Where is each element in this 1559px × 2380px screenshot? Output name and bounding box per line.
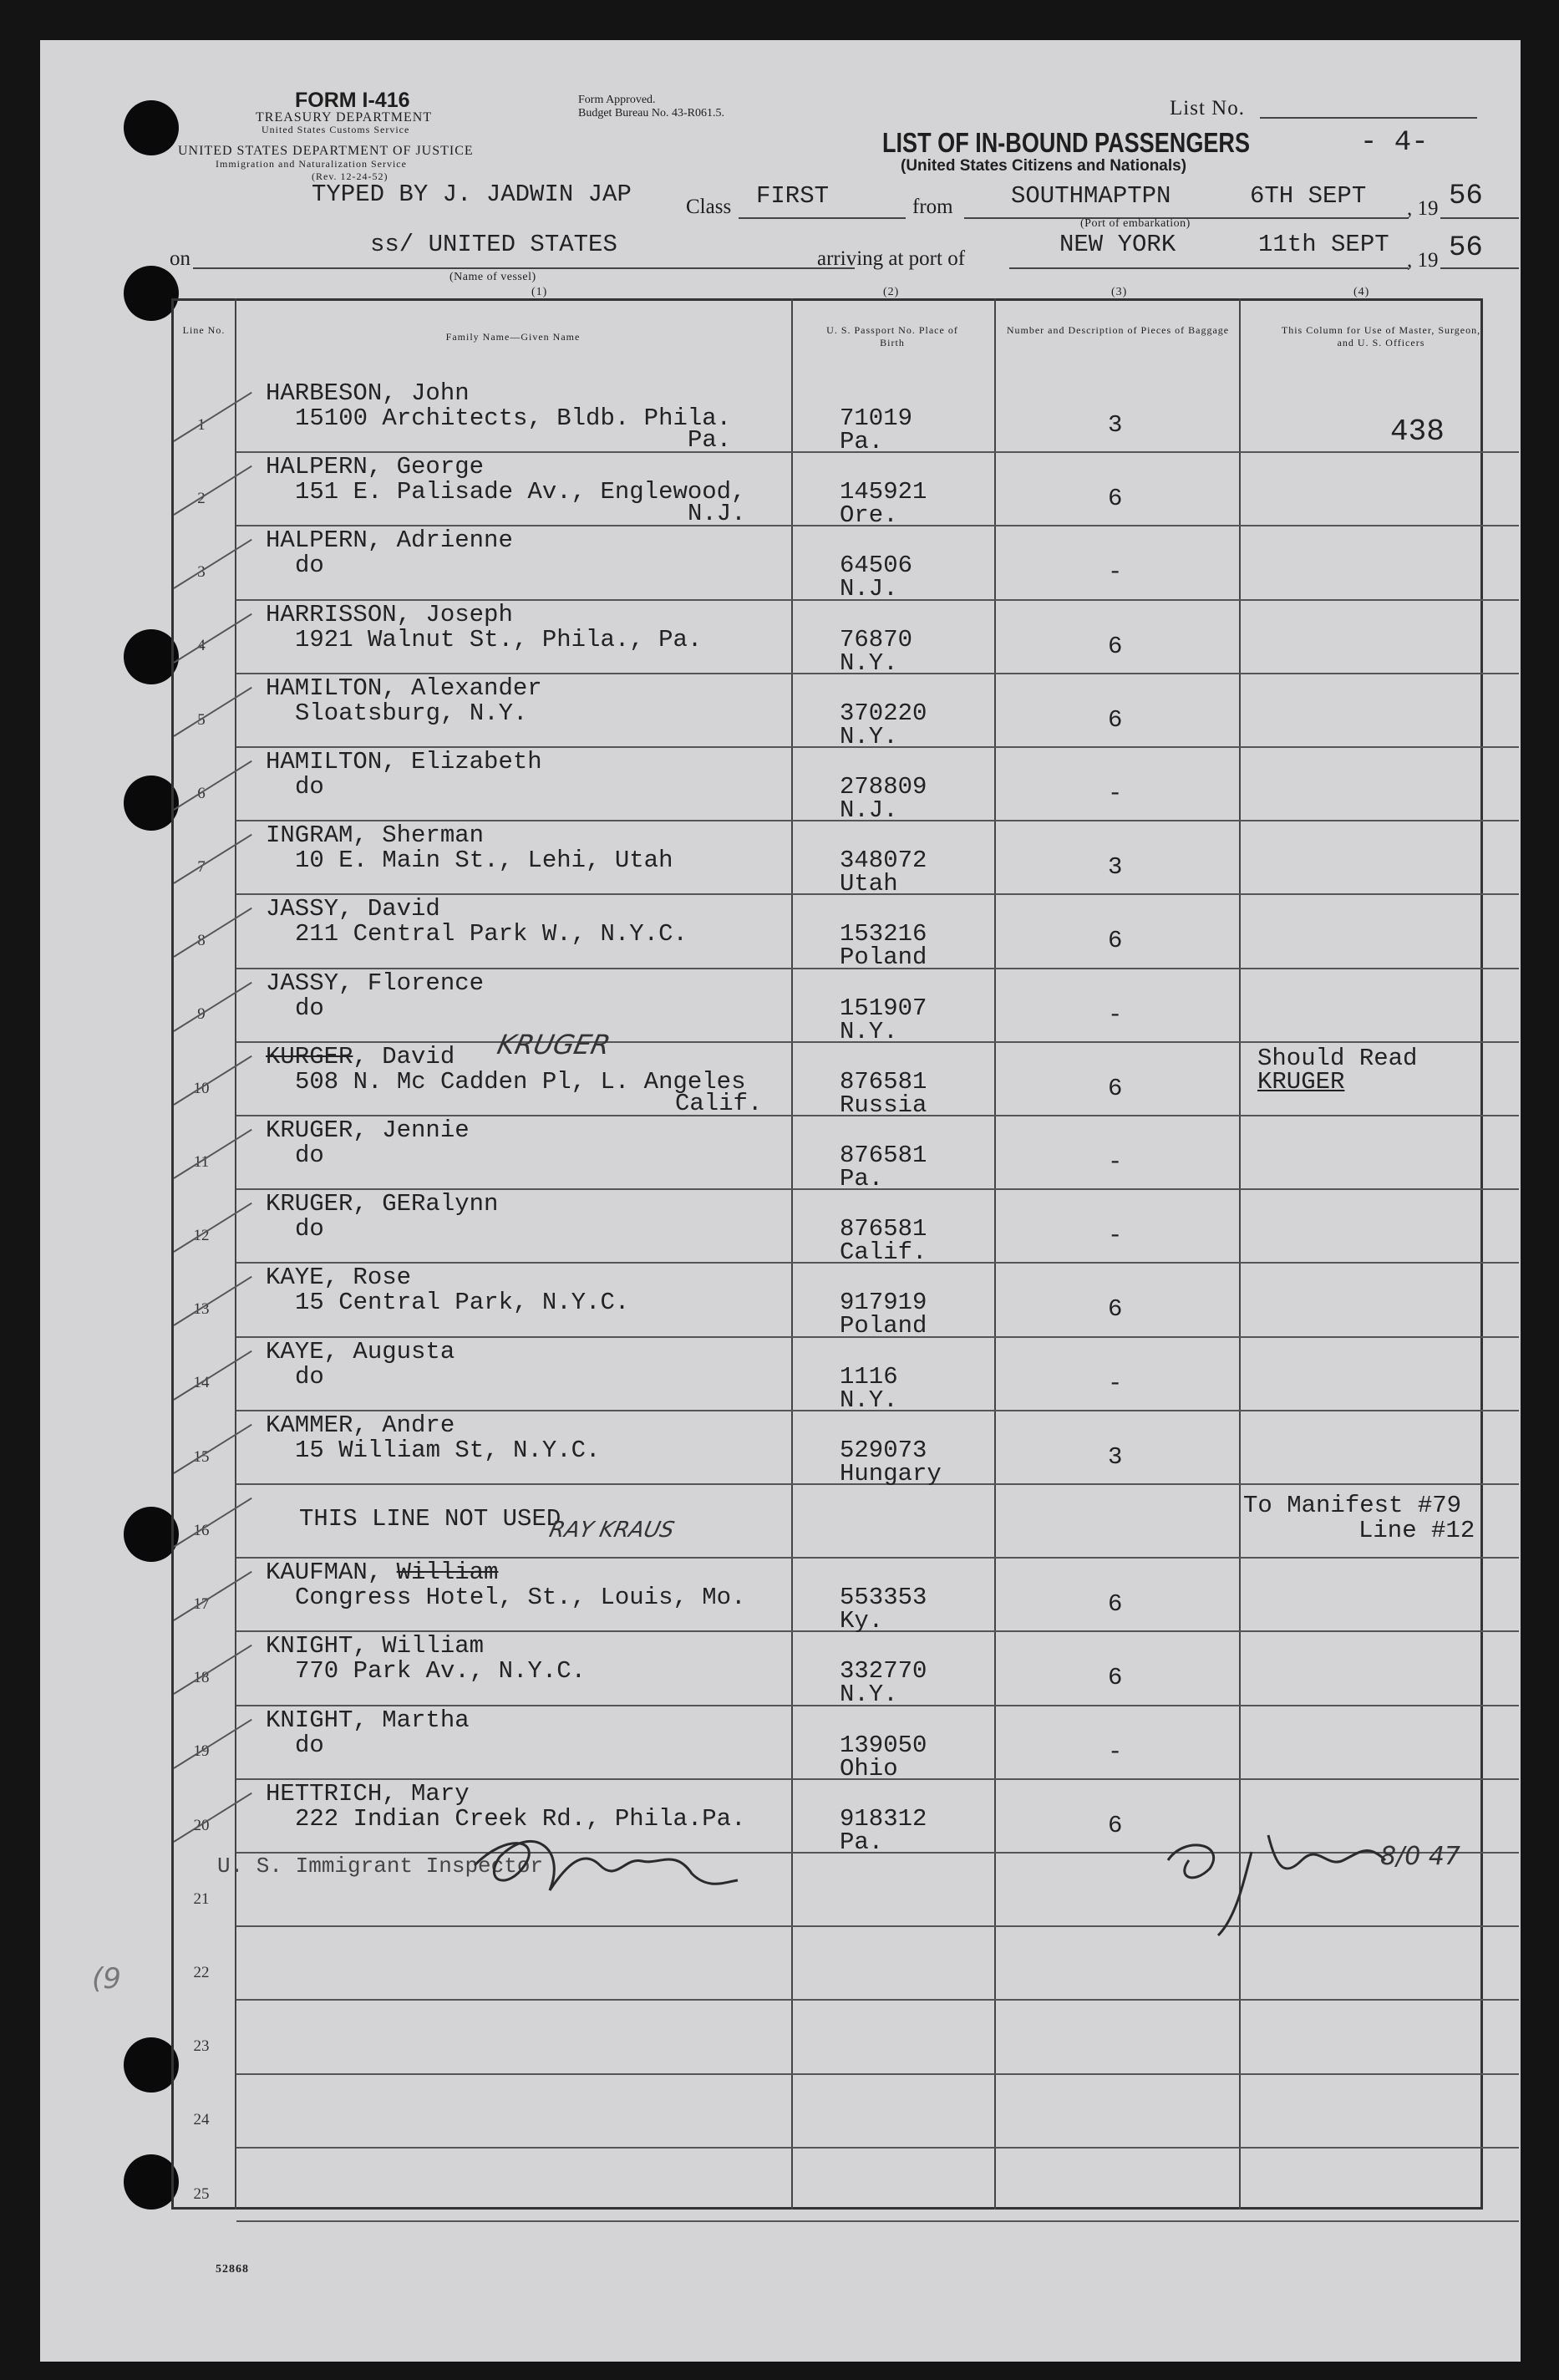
line-number: 14 <box>193 1374 210 1392</box>
form-number: FORM I-416 <box>295 89 410 112</box>
baggage-count: - <box>1108 1148 1123 1176</box>
place-of-birth: Ky. <box>840 1607 884 1635</box>
passport-number: 917919 <box>840 1289 927 1317</box>
baggage-count: 6 <box>1108 927 1123 955</box>
header-line-no: Line No. <box>182 324 226 336</box>
passport-number: 153216 <box>840 920 927 948</box>
passport-number: 71019 <box>840 404 913 432</box>
passenger-name <box>266 1043 454 1070</box>
struck-given-name: William <box>396 1559 499 1587</box>
passenger-address: do <box>295 552 324 580</box>
passenger-name: JASSY, Florence <box>266 969 485 997</box>
line-number: 5 <box>197 710 206 729</box>
passenger-address: do <box>295 1142 324 1169</box>
baggage-count: - <box>1108 1737 1123 1766</box>
vessel-underline <box>193 267 855 269</box>
col-number-2: (2) <box>883 286 900 298</box>
officer-note: To Manifest #79 <box>1243 1492 1462 1519</box>
baggage-count: 6 <box>1108 1811 1123 1839</box>
passenger-address-cont: Calif. <box>675 1089 763 1117</box>
passenger-address: 151 E. Palisade Av., Englewood, <box>295 478 746 506</box>
officer-note-cont: KRUGER <box>1257 1067 1345 1096</box>
place-of-birth: N.Y. <box>840 1386 898 1414</box>
passenger-name: HAMILTON, Elizabeth <box>266 748 542 776</box>
passenger-name: U. S. Immigrant Inspector <box>217 1854 544 1879</box>
passenger-name: KAMMER, Andre <box>266 1411 455 1439</box>
line-number: 20 <box>193 1816 210 1834</box>
typed-by: TYPED BY J. JADWIN JAP <box>312 181 632 208</box>
passenger-name: KRUGER, Jennie <box>266 1116 470 1144</box>
place-of-birth: N.Y. <box>840 1017 898 1045</box>
form-approved: Form Approved. <box>578 94 656 106</box>
col-divider <box>994 298 996 2210</box>
page-number: - 4- <box>1360 127 1429 159</box>
passenger-address: 222 Indian Creek Rd., Phila.Pa. <box>295 1804 746 1833</box>
passport-number: 348072 <box>840 847 927 875</box>
passenger-name: HARRISSON, Joseph <box>266 600 513 628</box>
passenger-name: HARBESON, John <box>266 379 470 407</box>
line-number: 21 <box>193 1889 210 1908</box>
line-number: 13 <box>193 1300 210 1319</box>
header-baggage: Number and Description of Pieces of Baggage <box>1006 324 1230 336</box>
passport-number: 139050 <box>840 1731 927 1759</box>
baggage-count: - <box>1108 558 1123 587</box>
passenger-name: KRUGER, GERalynn <box>266 1190 499 1218</box>
line-number: 18 <box>193 1669 210 1687</box>
place-of-birth: Hungary <box>840 1459 942 1488</box>
passenger-address: do <box>295 1362 324 1391</box>
line-number: 6 <box>197 784 206 802</box>
passenger-name: HALPERN, George <box>266 453 485 481</box>
passenger-address-cont: N.J. <box>688 500 746 528</box>
margin-mark: (9 <box>92 1962 121 1996</box>
place-of-birth: N.Y. <box>840 1681 898 1709</box>
line-number: 1 <box>197 415 206 434</box>
line-number: 16 <box>193 1521 210 1539</box>
passenger-address: 15 Central Park, N.Y.C. <box>295 1289 630 1317</box>
header-name: Family Name—Given Name <box>445 331 581 343</box>
line-number: 17 <box>193 1595 210 1614</box>
passenger-name: JASSY, David <box>266 895 440 923</box>
arrival-date: 11th SEPT <box>1258 231 1389 258</box>
budget-bureau: Budget Bureau No. 43-R061.5. <box>578 107 724 120</box>
manifest-sheet <box>40 40 1521 2362</box>
passenger-name: HAMILTON, Alexander <box>266 674 542 702</box>
place-of-birth: N.Y. <box>840 648 898 677</box>
passport-number: 876581 <box>840 1067 927 1096</box>
line-number: 25 <box>193 2184 210 2203</box>
col-number-1: (1) <box>531 286 548 298</box>
passenger-name: HALPERN, Adrienne <box>266 526 513 555</box>
treasury-label: TREASURY DEPARTMENT <box>256 110 433 125</box>
line-number: 8 <box>197 932 206 950</box>
passenger-name: THIS LINE NOT USED <box>299 1505 561 1533</box>
place-of-birth: N.J. <box>840 575 898 603</box>
list-no-line <box>1260 117 1477 119</box>
line-number: 9 <box>197 1005 206 1024</box>
passenger-name: HETTRICH, Mary <box>266 1779 470 1808</box>
struck-surname: KURGER <box>266 1042 353 1070</box>
baggage-count: 6 <box>1108 485 1123 513</box>
place-of-birth: Ohio <box>840 1754 898 1782</box>
from-label: from <box>912 196 953 218</box>
line-number: 11 <box>193 1152 210 1171</box>
baggage-count: 6 <box>1108 1074 1123 1102</box>
line-number: 24 <box>193 2111 210 2129</box>
passenger-name: KNIGHT, William <box>266 1632 485 1660</box>
place-of-birth: Utah <box>840 870 898 898</box>
handwritten-kraus: RAY KRAUS <box>546 1518 677 1543</box>
passenger-name: KAYE, Augusta <box>266 1337 455 1365</box>
baggage-count: - <box>1108 1369 1123 1397</box>
binder-hole <box>124 100 179 155</box>
col-divider <box>235 298 236 2210</box>
passport-number: 332770 <box>840 1657 927 1686</box>
line-number: 23 <box>193 2037 210 2056</box>
line-number: 2 <box>197 490 206 508</box>
passenger-address: 508 N. Mc Cadden Pl, L. Angeles <box>295 1067 746 1096</box>
passenger-name: KNIGHT, Martha <box>266 1706 470 1734</box>
line-number: 7 <box>197 858 206 877</box>
line-number: 22 <box>193 1964 210 1982</box>
baggage-count: 3 <box>1108 1442 1123 1471</box>
ins-label: Immigration and Naturalization Service <box>216 158 407 170</box>
baggage-count: 6 <box>1108 1590 1123 1619</box>
header-passport: U. S. Passport No. Place of Birth <box>826 324 958 348</box>
passenger-address: 211 Central Park W., N.Y.C. <box>295 920 688 948</box>
arriving-label: arriving at port of <box>817 247 966 270</box>
inspector-signature-right <box>1151 1802 1419 1944</box>
officer-note: 438 <box>1390 414 1445 449</box>
class-label: Class <box>686 196 732 218</box>
passport-number: 876581 <box>840 1142 927 1169</box>
arrival-year-prefix: , 19 <box>1407 249 1439 272</box>
row-divider <box>236 2073 1519 2075</box>
embark-port: SOUTHMAPTPN <box>1011 182 1171 210</box>
passenger-address-cont: Pa. <box>688 426 732 454</box>
passport-number: 64506 <box>840 552 913 580</box>
header-officers: This Column for Use of Master, Surgeon, and U. S. Officers <box>1281 324 1481 348</box>
arrival-year: 56 <box>1449 232 1483 264</box>
place-of-birth: Poland <box>840 1312 927 1340</box>
place-of-birth: Pa. <box>840 1828 884 1856</box>
vessel-caption: (Name of vessel) <box>449 271 536 283</box>
place-of-birth: N.J. <box>840 796 898 824</box>
customs-label: United States Customs Service <box>262 124 410 135</box>
embark-date: 6TH SEPT <box>1250 182 1367 210</box>
baggage-count: 3 <box>1108 853 1123 882</box>
col-number-4: (4) <box>1353 286 1370 298</box>
baggage-count: 6 <box>1108 1295 1123 1324</box>
passport-number: 76870 <box>840 625 913 653</box>
passport-number: 918312 <box>840 1804 927 1833</box>
passenger-address: Congress Hotel, St., Louis, Mo. <box>295 1584 746 1612</box>
passport-number: 1116 <box>840 1362 898 1391</box>
place-of-birth: Poland <box>840 943 927 972</box>
passenger-address: do <box>295 1215 324 1243</box>
given-name: , David <box>353 1042 455 1070</box>
baggage-count: - <box>1108 1222 1123 1250</box>
justice-label: UNITED STATES DEPARTMENT OF JUSTICE <box>178 144 474 158</box>
arrival-year-underline <box>1440 267 1519 269</box>
place-of-birth: Ore. <box>840 501 898 530</box>
passenger-address: do <box>295 994 324 1022</box>
passenger-address: do <box>295 773 324 801</box>
baggage-count: - <box>1108 780 1123 807</box>
surname: KAUFMAN, <box>266 1559 397 1587</box>
passenger-address: Sloatsburg, N.Y. <box>295 699 528 727</box>
on-label: on <box>170 247 190 270</box>
year-underline <box>1440 217 1519 219</box>
line-number: 19 <box>193 1742 210 1761</box>
col-number-3: (3) <box>1111 286 1128 298</box>
passenger-address: 15 William St, N.Y.C. <box>295 1436 601 1464</box>
passport-number: 529073 <box>840 1436 927 1464</box>
passport-number: 278809 <box>840 773 927 801</box>
baggage-count: 6 <box>1108 705 1123 734</box>
baggage-count: 6 <box>1108 632 1123 660</box>
port-embark-caption: (Port of embarkation) <box>1080 217 1191 230</box>
passport-number: 370220 <box>840 699 927 727</box>
list-no-label: List No. <box>1170 97 1245 120</box>
officer-note-cont: Line #12 <box>1358 1517 1475 1544</box>
row-divider <box>236 2220 1519 2222</box>
passport-number: 145921 <box>840 478 927 506</box>
arrival-underline <box>1009 267 1409 269</box>
class-value: FIRST <box>756 182 830 210</box>
passport-number: 151907 <box>840 994 927 1022</box>
vessel-name: ss/ UNITED STATES <box>370 231 617 258</box>
passenger-address: do <box>295 1731 324 1759</box>
line-number: 10 <box>193 1079 210 1097</box>
row-divider <box>236 2147 1519 2149</box>
place-of-birth: N.Y. <box>840 722 898 750</box>
passenger-name: INGRAM, Sherman <box>266 821 485 850</box>
officer-note: Should Read <box>1257 1044 1418 1072</box>
col-divider <box>791 298 793 2210</box>
class-underline <box>739 217 906 219</box>
handwritten-kruger: KRUGER <box>494 1029 613 1060</box>
baggage-count: 3 <box>1108 411 1123 439</box>
passenger-address: 770 Park Av., N.Y.C. <box>295 1657 587 1686</box>
place-of-birth: Calif. <box>840 1238 927 1267</box>
passenger-address: 10 E. Main St., Lehi, Utah <box>295 847 673 875</box>
passenger-address: 15100 Architects, Bldb. Phila. <box>295 404 732 432</box>
stock-number: 52868 <box>216 2263 249 2276</box>
row-divider <box>236 1999 1519 2001</box>
passport-number: 876581 <box>840 1215 927 1243</box>
passport-number: 553353 <box>840 1584 927 1612</box>
passenger-name <box>266 1559 498 1586</box>
year-prefix: , 19 <box>1407 197 1439 220</box>
line-number: 12 <box>193 1227 210 1245</box>
signature-date: 8/0 47 <box>1380 1842 1460 1871</box>
place-of-birth: Pa. <box>840 428 884 455</box>
place-of-birth: Russia <box>840 1091 927 1119</box>
revision-label: (Rev. 12-24-52) <box>312 170 388 182</box>
line-number: 15 <box>193 1447 210 1466</box>
line-number: 4 <box>197 637 206 655</box>
document-title: LIST OF IN-BOUND PASSENGERS <box>882 127 1251 158</box>
line-number: 3 <box>197 563 206 582</box>
document-subtitle: (United States Citizens and Nationals) <box>901 157 1187 175</box>
inspector-signature-left <box>458 1815 742 1907</box>
passenger-name: KAYE, Rose <box>266 1264 412 1292</box>
embark-year: 56 <box>1449 181 1483 212</box>
arrival-port: NEW YORK <box>1059 231 1176 258</box>
baggage-count: 6 <box>1108 1664 1123 1692</box>
place-of-birth: Pa. <box>840 1165 884 1193</box>
passenger-address: 1921 Walnut St., Phila., Pa. <box>295 625 703 653</box>
baggage-count: - <box>1108 1000 1123 1029</box>
